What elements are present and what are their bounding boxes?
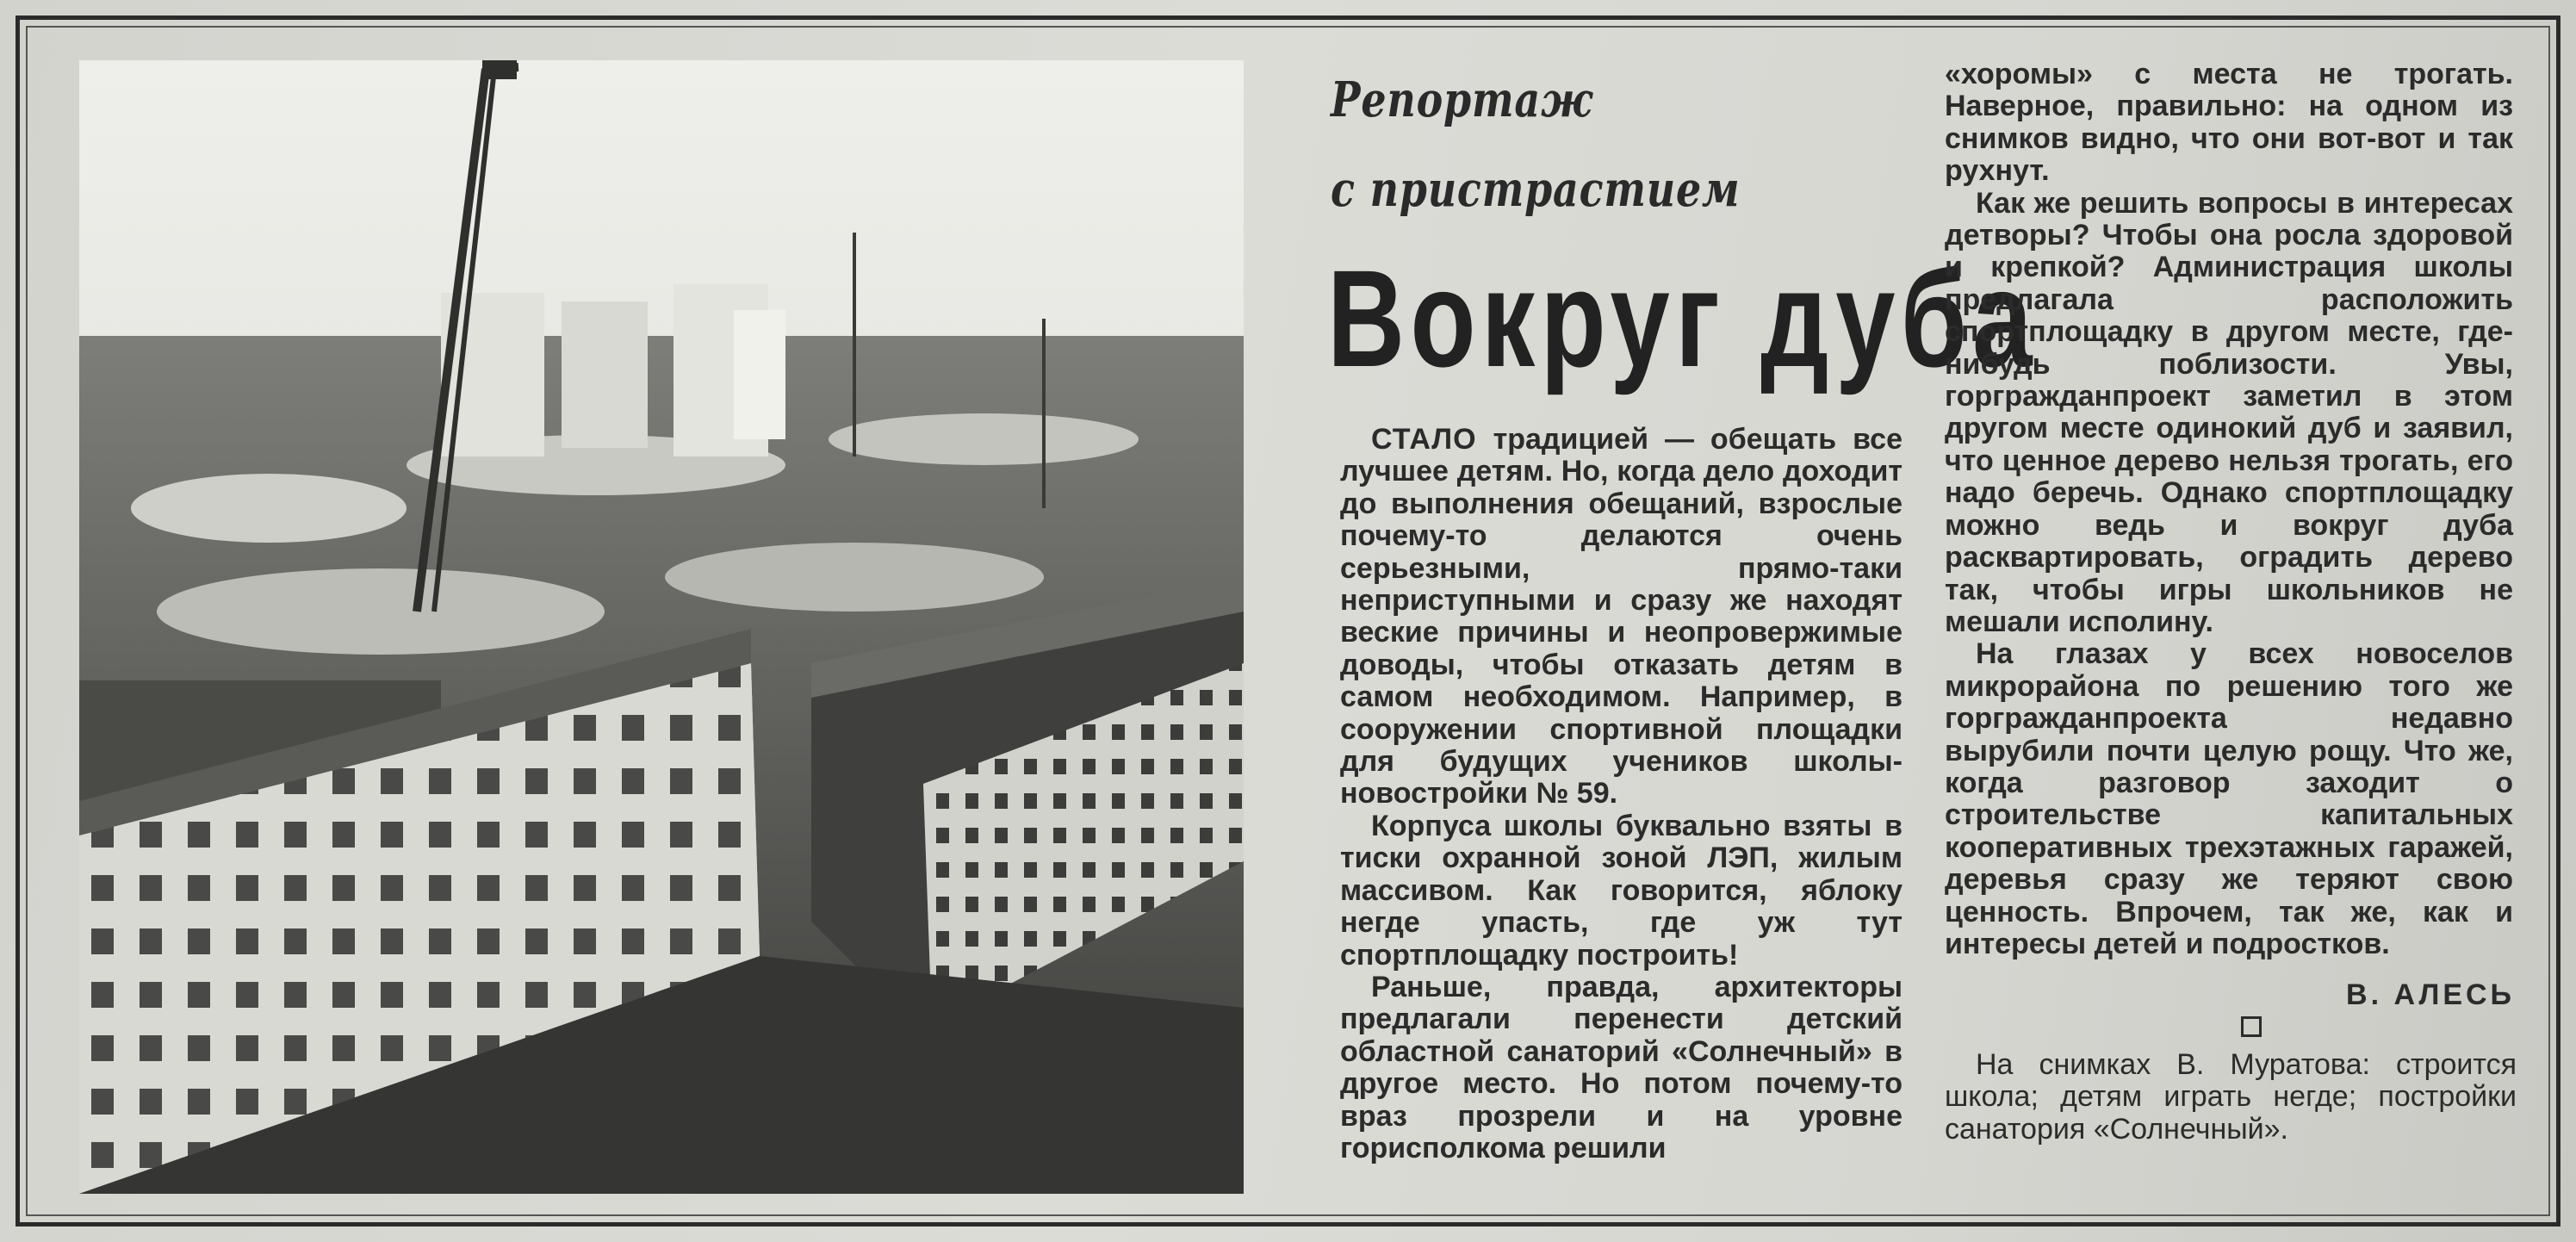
paragraph [1340,424,1903,810]
paragraph: Раньше, правда, архитекторы предлагали перенести детский областной санаторий «Солнечный» в другое место. Но потом почему-то враз прозрели и на уровне горисполкома решили [1340,970,1903,1164]
kicker-subtitle: с пристрастием [1331,161,1741,218]
article-column-1 [1340,424,1903,1164]
paragraph: Как же решить вопросы в интересах детворы? Чтобы она росла здоровой и крепкой? Администрация школы предлагала расположить спортплощадку в другом месте, где-нибудь поблизости. Увы, горгражданпроект заметил в этом другом месте одинокий дуб и заявил, что ценное дерево нельзя трогать, его надо беречь. Однако спортплощадку можно ведь и вокруг дуба расквартировать, оградить дерево так, чтобы игры школьников не мешали исполину. [1945,186,2513,638]
paragraph: Корпуса школы буквально взяты в тиски охранной зоной ЛЭП, жилым массивом. Как говорится, яблоку негде упасть, где уж тут спортплощадку построить! [1340,809,1903,972]
caption-text: На снимках В. Муратова: строится школа; детям играть негде; постройки санатория «Солнечный». [1945,1048,2517,1146]
paragraph: На глазах у всех новоселов микрорайона по решению того же горгражданпроекта недавно вырубили почти целую рощу. Что же, когда разговор заходит о строительстве капитальных кооперативных трехэтажных гаражей, деревья сразу же теряют свою ценность. Впрочем, так же, как и интересы детей и подростков. [1945,637,2513,960]
paragraph-text: традицией — обещать все лучшее детям. Но, когда дело доходит до выполнения обещаний, взрослые почему-то делаются очень серьезными, прямо-таки неприступными и сразу же находят веские причины и неопровержимые доводы, чтобы отказать детям в самом необходимом. Например, в сооружении спортивной площадки для будущих учеников школы-новостройки № 59. [1340,423,1903,810]
kicker-reportage: Репортаж [1331,71,1593,128]
construction-photo [79,60,1244,1194]
photo-symbol-icon [2241,1016,2262,1037]
article-headline: Вокруг дуба [1327,241,2038,395]
photo-illustration [79,60,1244,1194]
article-column-2 [1945,59,2513,960]
paragraph: «хоромы» с места не трогать. Наверное, правильно: на одном из снимков видно, что они вот-вот и так рухнут. [1945,58,2513,188]
author-signature: В. АЛЕСЬ [2346,978,2515,1011]
lead-word: СТАЛО [1371,423,1477,456]
photo-caption [1945,1049,2517,1146]
